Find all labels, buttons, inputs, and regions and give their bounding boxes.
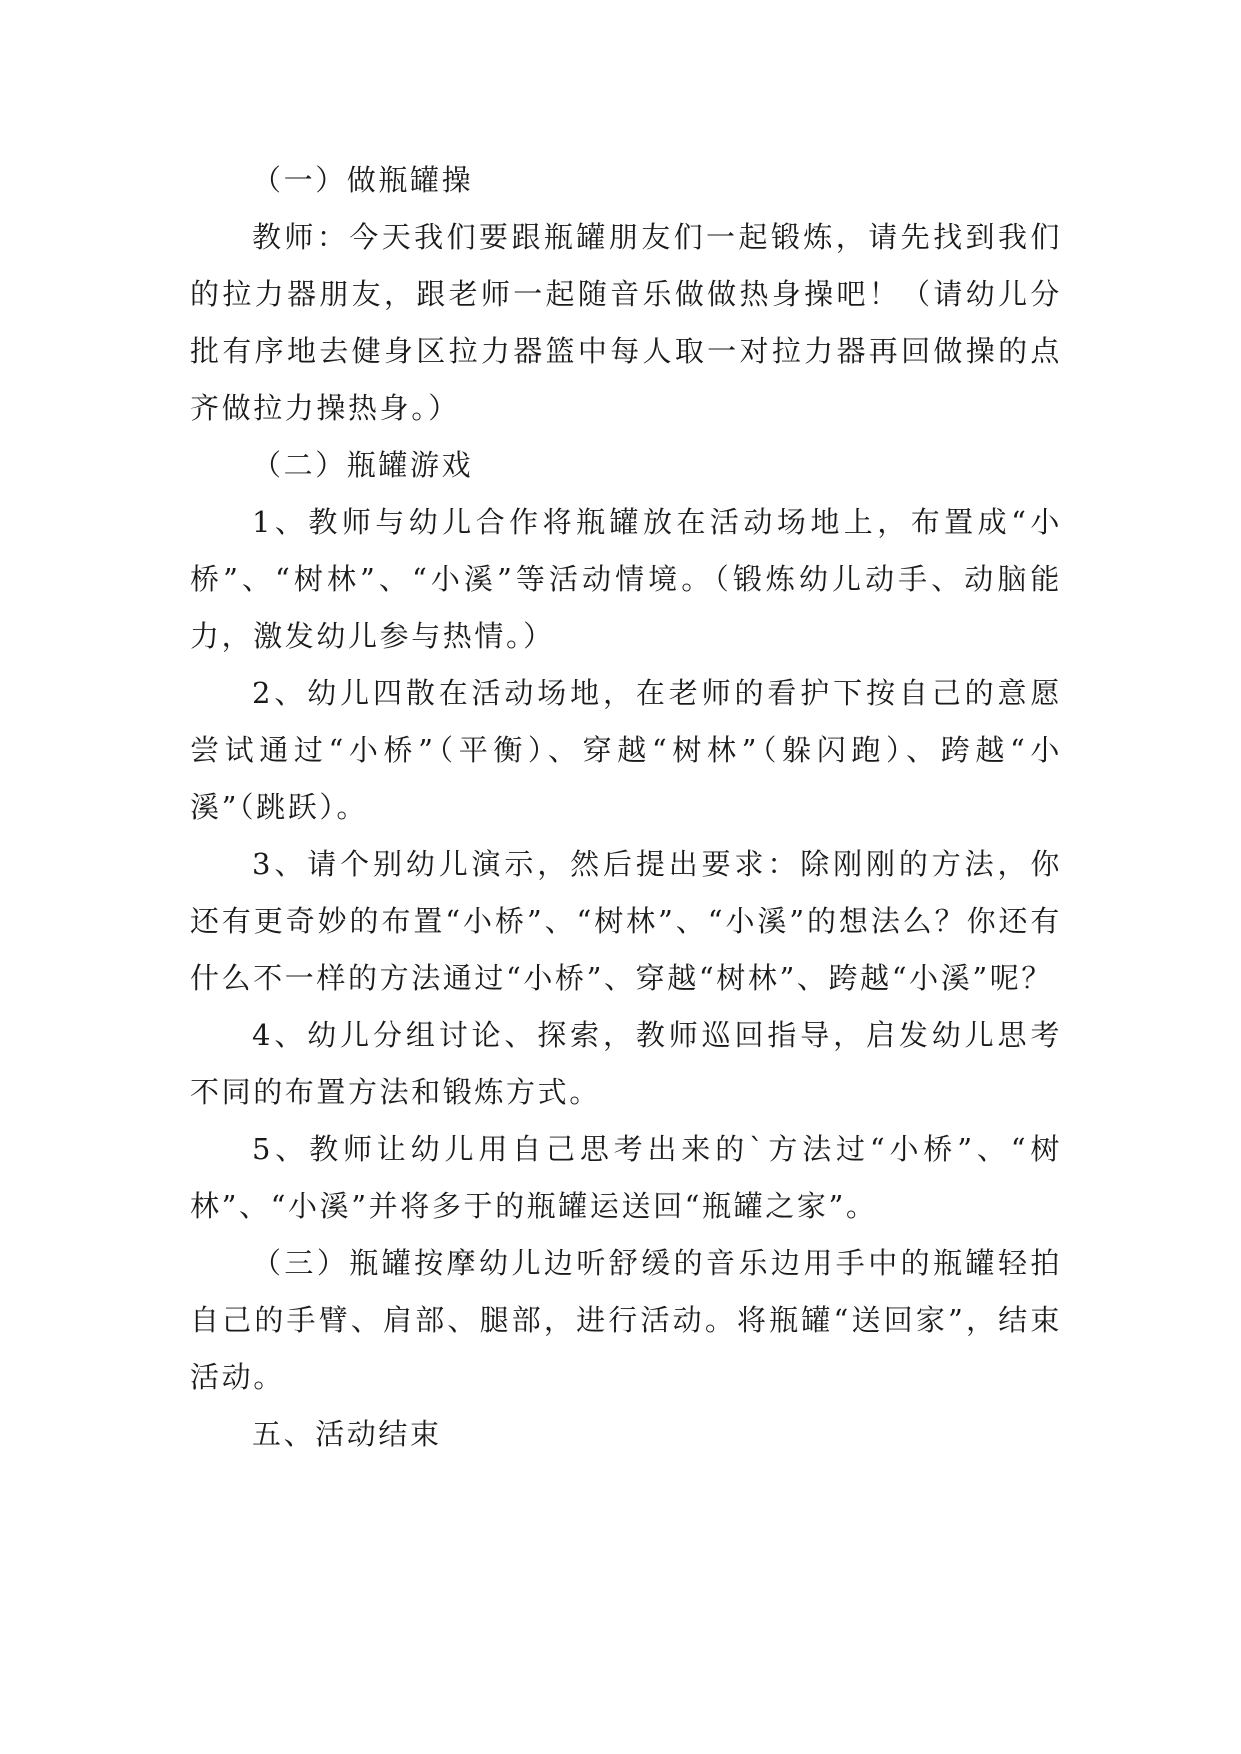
section-two-heading: （二）瓶罐游戏 <box>252 448 474 482</box>
step-2-paragraph: 2、幼儿四散在活动场地，在老师的看护下按自己的意愿尝试通过“小桥”（平衡）、穿越“树林”（躲闪跑）、跨越“小溪”（跳跃）。 <box>190 676 1062 824</box>
section-three-paragraph: （三）瓶罐按摩幼儿边听舒缓的音乐边用手中的瓶罐轻拍自己的手臂、肩部、腿部，进行活动。将瓶罐“送回家”，结束活动。 <box>190 1246 1062 1394</box>
document-body <box>190 152 1062 1463</box>
step-4-paragraph: 4、幼儿分组讨论、探索，教师巡回指导，启发幼儿思考不同的布置方法和锻炼方式。 <box>190 1018 1062 1109</box>
step-1-paragraph: 1、教师与幼儿合作将瓶罐放在活动场地上，布置成“小桥”、“树林”、“小溪”等活动情境。（锻炼幼儿动手、动脑能力，激发幼儿参与热情。） <box>190 505 1062 653</box>
step-5-paragraph: 5、教师让幼儿用自己思考出来的`方法过“小桥”、“树林”、“小溪”并将多于的瓶罐运送回“瓶罐之家”。 <box>190 1132 1062 1223</box>
teacher-intro-paragraph: 教师：今天我们要跟瓶罐朋友们一起锻炼，请先找到我们的拉力器朋友，跟老师一起随音乐做做热身操吧！（请幼儿分批有序地去健身区拉力器篮中每人取一对拉力器再回做操的点齐做拉力操热身。） <box>190 220 1062 425</box>
step-3-paragraph: 3、请个别幼儿演示，然后提出要求：除刚刚的方法，你还有更奇妙的布置“小桥”、“树林”、“小溪”的想法么？你还有什么不一样的方法通过“小桥”、穿越“树林”、跨越“小溪”呢？ <box>190 847 1062 995</box>
section-one-heading: （一）做瓶罐操 <box>252 163 474 197</box>
section-five-heading: 五、活动结束 <box>252 1417 442 1451</box>
